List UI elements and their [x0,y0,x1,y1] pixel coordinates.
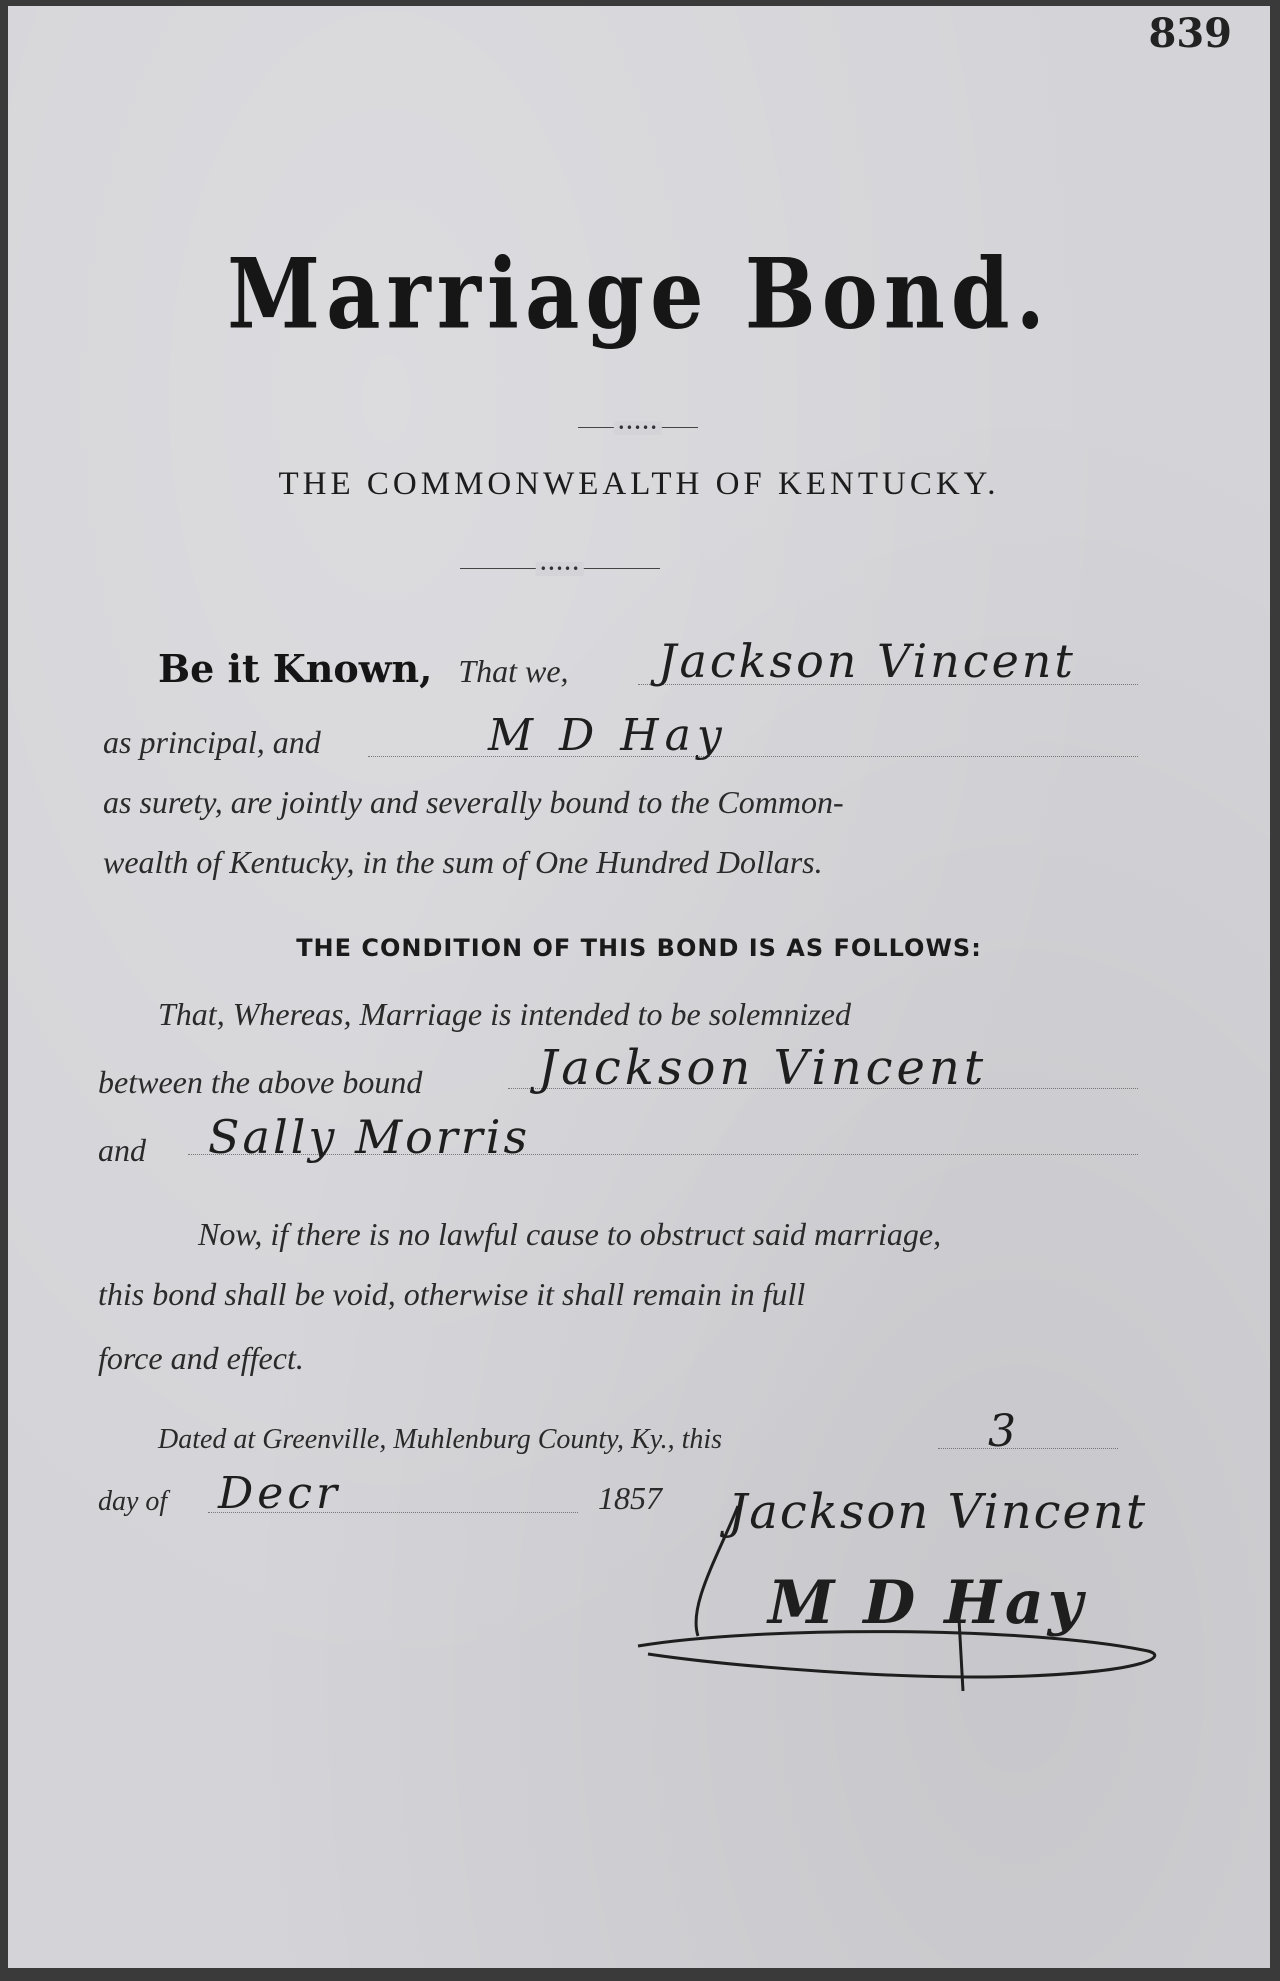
divider-top: ••••• [578,427,698,428]
principal-signature: Jackson Vincent [728,1484,1148,1540]
condition-line-3 [98,1132,146,1169]
bond-line-4: wealth of Kentucky, in the sum of One Hundred Dollars. [103,844,823,880]
dated-month: Decr [218,1468,341,1519]
between-text: between the above bound [98,1064,423,1100]
bond-line-2 [103,724,321,761]
condition-line-1: That, Whereas, Marriage is intended to be solemnized [158,996,851,1032]
signature-block [608,1476,1208,1706]
that-we-text: That we, [458,653,569,689]
day-of-text: day of [98,1486,168,1517]
be-it-known-lead: Be it Known, [158,646,433,691]
surety-fill-line [368,756,1138,757]
signature-flourish [608,1476,1208,1706]
dated-text: Dated at Greenville, Muhlenburg County, Ky., this [158,1424,723,1455]
page-number: 839 [1148,10,1232,57]
commonwealth-heading: THE COMMONWEALTH OF KENTUCKY. [278,466,1000,502]
and-text: and [98,1132,146,1168]
document-page [8,6,1270,1968]
condition-line-2 [98,1064,422,1101]
principal-name: Jackson Vincent [658,634,1076,688]
surety-name: M D Hay [488,710,728,761]
bride-name: Sally Morris [208,1110,531,1164]
document-title: Marriage Bond. [227,236,1051,351]
now-line-2: this bond shall be void, otherwise it shall remain in full [98,1276,806,1312]
dated-line-1 [158,1424,722,1456]
dated-day: 3 [988,1406,1016,1457]
divider-bottom: ••••• [460,568,660,569]
bond-line-1 [158,646,569,691]
groom-name: Jackson Vincent [538,1040,988,1096]
dated-line-2 [98,1486,167,1518]
as-principal-text: as principal, and [103,724,321,760]
dated-year: 1857 [598,1480,662,1516]
surety-signature: M D Hay [768,1568,1087,1638]
bond-line-3: as surety, are jointly and severally bound to the Common- [103,784,844,820]
now-line-1: Now, if there is no lawful cause to obstruct said marriage, [198,1216,942,1252]
day-fill-line [938,1448,1118,1449]
now-line-3: force and effect. [98,1340,304,1376]
condition-heading: THE CONDITION OF THIS BOND IS AS FOLLOWS: [296,934,982,962]
